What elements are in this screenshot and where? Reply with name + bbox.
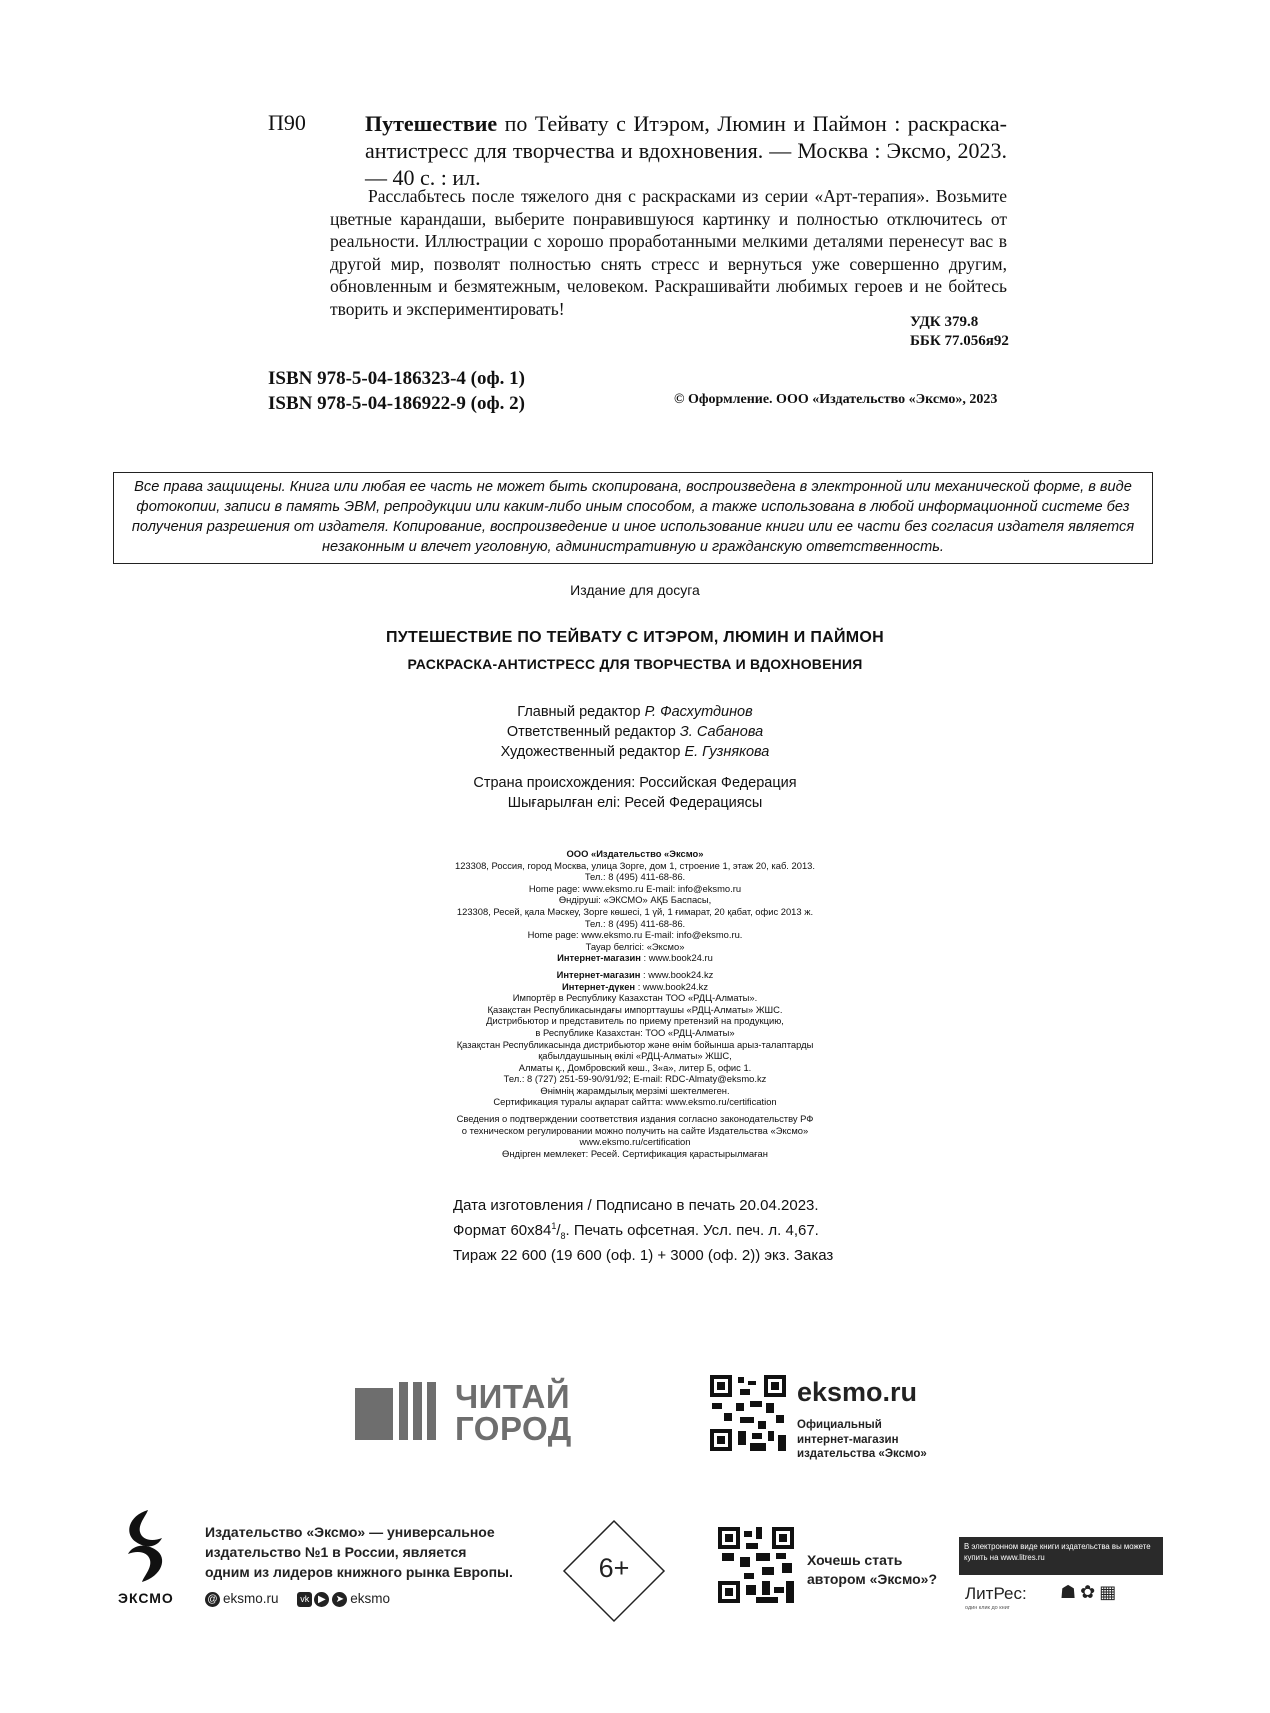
publisher-tel-kz: Тел.: 8 (495) 411-68-86. xyxy=(584,917,686,929)
qr-code-icon xyxy=(710,1375,786,1451)
online-shop-kz: Интернет-магазин : www.book24.kz xyxy=(556,968,714,980)
chitai-gorod-logo-icon xyxy=(355,1382,447,1440)
globe-icon: @ xyxy=(205,1592,220,1607)
cert-line-2: www.eksmo.ru/certification xyxy=(579,1136,691,1148)
qr-code-author-icon xyxy=(718,1527,794,1603)
bibliographic-record xyxy=(365,110,1007,191)
book-title: ПУТЕШЕСТВИЕ ПО ТЕЙВАТУ С ИТЭРОМ, ЛЮМИН И ПАЙМОН xyxy=(385,629,885,646)
book-title-bold: Путешествие xyxy=(365,111,498,136)
classification-codes xyxy=(910,313,1009,351)
bibliographic-details: по Тейвату с Итэром, Люмин и Паймон : раскраска-антистресс для творчества и вдохновения. — Москва : Эксмо, 2023. — 40 с. : ил. xyxy=(365,111,1007,190)
online-shop-kz-2: Интернет-дүкен : www.book24.kz xyxy=(561,980,709,992)
online-shop-ru: Интернет-магазин : www.book24.ru xyxy=(557,952,713,964)
importer-line-7: Тел.: 8 (727) 251-59-90/91/92; E-mail: RDC-Almaty@eksmo.kz xyxy=(503,1073,767,1085)
litres-tagline: один клик до книг xyxy=(965,1605,1010,1611)
litres-banner: В электронном виде книги издательства вы можете купить на www.litres.ru xyxy=(959,1537,1163,1575)
social-handle[interactable]: eksmo xyxy=(350,1591,391,1606)
publisher-maker-kz: Өндіруші: «ЭКСМО» АҚБ Баспасы, xyxy=(558,894,712,906)
social-site[interactable]: eksmo.ru xyxy=(223,1591,279,1606)
publisher-tel-ru: Тел.: 8 (495) 411-68-86. xyxy=(584,871,686,883)
chitai-gorod-wordmark: ЧИТАЙ ГОРОД xyxy=(455,1378,572,1447)
cert-line-0: Сведения о подтверждении соответствия издания согласно законодательству РФ xyxy=(456,1113,814,1125)
eksmo-wordmark: ЭКСМО xyxy=(118,1590,174,1606)
author-cta: Хочешь стать автором «Эксмо»? xyxy=(807,1552,938,1587)
eksmo-shop-desc: Официальный интернет-магазин издательства «Эксмо» xyxy=(797,1419,927,1460)
importer-line-9: Сертификация туралы ақпарат сайтта: www.eksmo.ru/certification xyxy=(493,1096,777,1108)
importer-line-8: Өнімнің жарамдылық мерзімі шектелмеген. xyxy=(540,1084,730,1096)
print-date: Дата изготовления / Подписано в печать 20.04.2023. xyxy=(453,1197,819,1214)
isbn-1: ISBN 978-5-04-186323-4 (оф. 1) xyxy=(268,368,525,389)
editors-list xyxy=(0,702,1270,762)
annotation: Расслабьтесь после тяжелого дня с раскрасками из серии «Арт-терапия». Возьмите цветные карандаши, выберите понравившуюся картинку и полностью отключитесь от реальности. Иллюстрации с хорошо проработанными мелкими деталями перенесут вас в другой мир, позволят полностью снять стресс и вернуться уже совершенно другим, обновленным и безмятежным, человеком. Раскрашивайти любимых героев и не бойтесь творить и экспериментировать! xyxy=(330,186,1007,319)
importer-line-3: в Республике Казахстан: ТОО «РДЦ-Алматы» xyxy=(535,1026,735,1038)
book-subtitle: РАСКРАСКА-АНТИСТРЕСС ДЛЯ ТВОРЧЕСТВА И ВДОХНОВЕНИЯ xyxy=(407,656,863,672)
importer-line-5: қабылдаушының өкілі «РДЦ-Алматы» ЖШС, xyxy=(538,1050,732,1062)
android-icon: ☗ xyxy=(1060,1582,1081,1602)
bbk-code: ББК 77.056я92 xyxy=(910,333,1009,349)
importer-line-6: Алматы қ., Домбровский көш., 3«а», литер Б, офис 1. xyxy=(518,1061,752,1073)
social-links xyxy=(205,1591,390,1607)
vk-icon: vk xyxy=(297,1592,312,1607)
rights-notice: Все права защищены. Книга или любая ее часть не может быть скопирована, воспроизведена в электронной или механической форме, в виде фотокопии, записи в память ЭВМ, репродукции или каким-либо иным способом, а также использована в любой информационной системе без получения разрешения от издателя. Копирование, воспроизведение и иное использование книги или ее части без согласия издателя является незаконным и влечет уголовную, административную и гражданскую ответственность. xyxy=(113,472,1153,564)
editor-chief: Главный редактор Р. Фасхутдинов xyxy=(517,704,753,720)
telegram-icon: ➤ xyxy=(332,1592,347,1607)
cert-line-3: Өндірген мемлекет: Ресей. Сертификация қарастырылмаған xyxy=(502,1147,768,1159)
edition-type: Издание для досуга xyxy=(570,582,700,598)
editor-responsible: Ответственный редактор З. Сабанова xyxy=(506,724,764,740)
publisher-trademark: Тауар белгісі: «Эксмо» xyxy=(585,940,685,952)
age-rating: 6+ xyxy=(598,1553,630,1583)
importer-line-4: Қазақстан Республикасында дистрибьютор және өнім бойынша арыз-талаптарды xyxy=(456,1038,814,1050)
udk-code: УДК 379.8 xyxy=(910,314,979,330)
importer-line-2: Дистрибьютор и представитель по приему претензий на продукцию, xyxy=(486,1015,784,1027)
importer-line-0: Импортёр в Республику Казахстан ТОО «РДЦ-Алматы». xyxy=(512,992,758,1004)
publisher-info xyxy=(0,848,1270,1159)
print-info xyxy=(453,1196,833,1266)
publisher-address-ru: 123308, Россия, город Москва, улица Зорге, дом 1, строение 1, этаж 20, каб. 2013. xyxy=(455,859,815,871)
country-of-origin xyxy=(0,773,1270,813)
eksmo-description: Издательство «Эксмо» — универсальное издательство №1 в России, является одним из лидеров книжного рынка Европы. xyxy=(205,1524,513,1580)
importer-line-1: Қазақстан Республикасындағы импорттаушы «РДЦ-Алматы» ЖШС. xyxy=(487,1003,783,1015)
publisher-address-kz: 123308, Ресей, қала Мәскеу, Зорге көшесі, 1 үй, 1 ғимарат, 20 қабат, офис 2013 ж. xyxy=(456,905,814,917)
isbn-2: ISBN 978-5-04-186922-9 (оф. 2) xyxy=(268,393,525,414)
youtube-icon: ▶ xyxy=(314,1592,329,1607)
litres-logo: ЛитРес: xyxy=(965,1584,1027,1603)
publisher-org: ООО «Издательство «Эксмо» xyxy=(566,848,704,859)
settings-icon: ✿ xyxy=(1080,1582,1100,1602)
copyright-line: © Оформление. ООО «Издательство «Эксмо», 2023 xyxy=(674,392,998,407)
country-ru: Страна происхождения: Российская Федерация xyxy=(473,775,797,791)
app-store-icons xyxy=(1060,1582,1120,1603)
publisher-web-kz: Home page: www.eksmo.ru E-mail: info@eksmo.ru. xyxy=(527,929,743,941)
isbn-block xyxy=(268,366,525,416)
eksmo-site-label: eksmo.ru xyxy=(797,1377,918,1407)
bbk-author-sign: П90 xyxy=(268,110,306,135)
country-kz: Шығарылған елі: Ресей Федерациясы xyxy=(507,795,763,811)
print-run: Тираж 22 600 (19 600 (оф. 1) + 3000 (оф. 2)) экз. Заказ xyxy=(453,1247,834,1264)
windows-icon: ▦ xyxy=(1099,1582,1121,1602)
publisher-web-ru: Home page: www.eksmo.ru E-mail: info@eksmo.ru xyxy=(528,882,742,894)
eksmo-logo-icon xyxy=(118,1508,174,1584)
print-format: Формат $60х84^1/_8$. Печать офсетная. Усл. печ. л. 4,67. xyxy=(453,1221,819,1241)
editor-art: Художественный редактор Е. Гузнякова xyxy=(500,744,770,760)
cert-line-1: о техническом регулировании можно получить на сайте Издательства «Эксмо» xyxy=(461,1124,809,1136)
